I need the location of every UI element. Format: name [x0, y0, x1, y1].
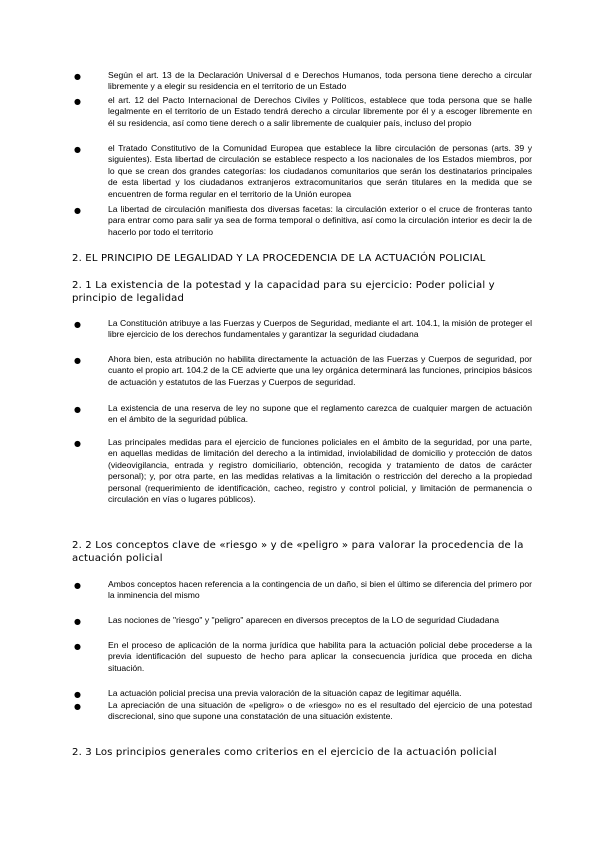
list-bullet: ● — [74, 145, 81, 154]
list-bullet: ● — [74, 439, 81, 448]
list-item: Las principales medidas para el ejercicio de funciones policiales en el ámbito de la seguridad, por una parte, en aquellas medidas de limitación del derecho a la intimidad, inviolabilidad de domicilio y protección de datos (videovigilancia, entrada y registro domiciliario, obtención, recogida y tratamiento de datos de carácter personal); y, por otra parte, en las medidas relativas a la limitación o restricción del derecho a la propiedad personal (requerimiento de identificación, cacheo, registro y control policial, y limitación de permanencia o circulación en vías o lugares públicos). — [108, 437, 532, 505]
list-item: La apreciación de una situación de «peligro» o de «riesgo» no es el resultado del ejercicio de una potestad discrecional, sino que supone una constatación de una situación existente. — [108, 700, 532, 722]
list-bullet: ● — [74, 97, 81, 106]
subsection-heading: 2. 2 Los conceptos clave de «riesgo » y de «peligro » para valorar la procedencia de la actuación policial — [72, 540, 524, 565]
section-heading: 2. EL PRINCIPIO DE LEGALIDAD Y LA PROCEDENCIA DE LA ACTUACIÓN POLICIAL — [72, 253, 486, 264]
list-item: el art. 12 del Pacto Internacional de Derechos Civiles y Políticos, establece que toda persona que se halle legalmente en el territorio de un Estado tendrá derecho a circular libremente por él y a escoger libremente en él su residencia, así como tiene derech o a salir libremente de cualquier país, incluso del propio — [108, 95, 532, 128]
list-item: Ambos conceptos hacen referencia a la contingencia de un daño, si bien el último se diferencia del primero por la inminencia del mismo — [108, 579, 532, 601]
list-bullet: ● — [74, 72, 81, 81]
list-item: La actuación policial precisa una previa valoración de la situación capaz de legitimar aquélla. — [108, 688, 462, 698]
list-bullet: ● — [74, 206, 81, 215]
list-item: La Constitución atribuye a las Fuerzas y Cuerpos de Seguridad, mediante el art. 104.1, la misión de proteger el libre ejercicio de los derechos fundamentales y garantizar la seguridad ciudadana — [108, 318, 532, 340]
list-bullet: ● — [74, 581, 81, 590]
list-bullet: ● — [74, 356, 81, 365]
list-item: En el proceso de aplicación de la norma jurídica que habilita para la actuación policial debe procederse a la previa identificación del supuesto de hecho para aplicar la consecuencia jurídica que proceda en dicha situación. — [108, 640, 532, 673]
list-bullet: ● — [74, 617, 81, 626]
list-bullet: ● — [74, 690, 81, 699]
subsection-heading: 2. 1 La existencia de la potestad y la capacidad para su ejercicio: Poder policial y principio de legalidad — [72, 280, 495, 305]
list-item: Ahora bien, esta atribución no habilita directamente la actuación de las Fuerzas y Cuerpos de seguridad, por cuanto el propio art. 104.2 de la CE advierte que una ley orgánica determinará las funciones, principios básicos de actuación y estatutos de las Fuerzas y Cuerpos de seguridad. — [108, 354, 532, 387]
list-item: Las nociones de "riesgo" y "peligro" aparecen en diversos preceptos de la LO de seguridad Ciudadana — [108, 615, 500, 625]
list-bullet: ● — [74, 642, 81, 651]
list-item: La existencia de una reserva de ley no supone que el reglamento carezca de cualquier margen de actuación en el ámbito de la seguridad pública. — [108, 403, 532, 425]
list-bullet: ● — [74, 320, 81, 329]
list-item: el Tratado Constitutivo de la Comunidad Europea que establece la libre circulación de personas (arts. 39 y siguientes). Esta libertad de circulación se establece respecto a los nacionales de los Estados miembros, por lo que se crean dos grandes categorías: los ciudadanos comunitarios que serán los destinatarios principales de esta libertad y los ciudadanos extranjeros extracomunitarios que serán titulares en la medida que se encuentren de forma regular en el territorio de la Unión europea — [108, 143, 532, 199]
list-item: Según el art. 13 de la Declaración Universal d e Derechos Humanos, toda persona tiene derecho a circular libremente y a elegir su residencia en el territorio de un Estado — [108, 70, 532, 92]
subsection-heading: 2. 3 Los principios generales como criterios en el ejercicio de la actuación policial — [72, 747, 497, 758]
list-item: La libertad de circulación manifiesta dos diversas facetas: la circulación exterior o el cruce de fronteras tanto para entrar como para salir ya sea de forma temporal o definitiva, así como la circulación interior es decir la de hacerlo por todo el territorio — [108, 204, 532, 237]
list-bullet: ● — [74, 702, 81, 711]
list-bullet: ● — [74, 405, 81, 414]
